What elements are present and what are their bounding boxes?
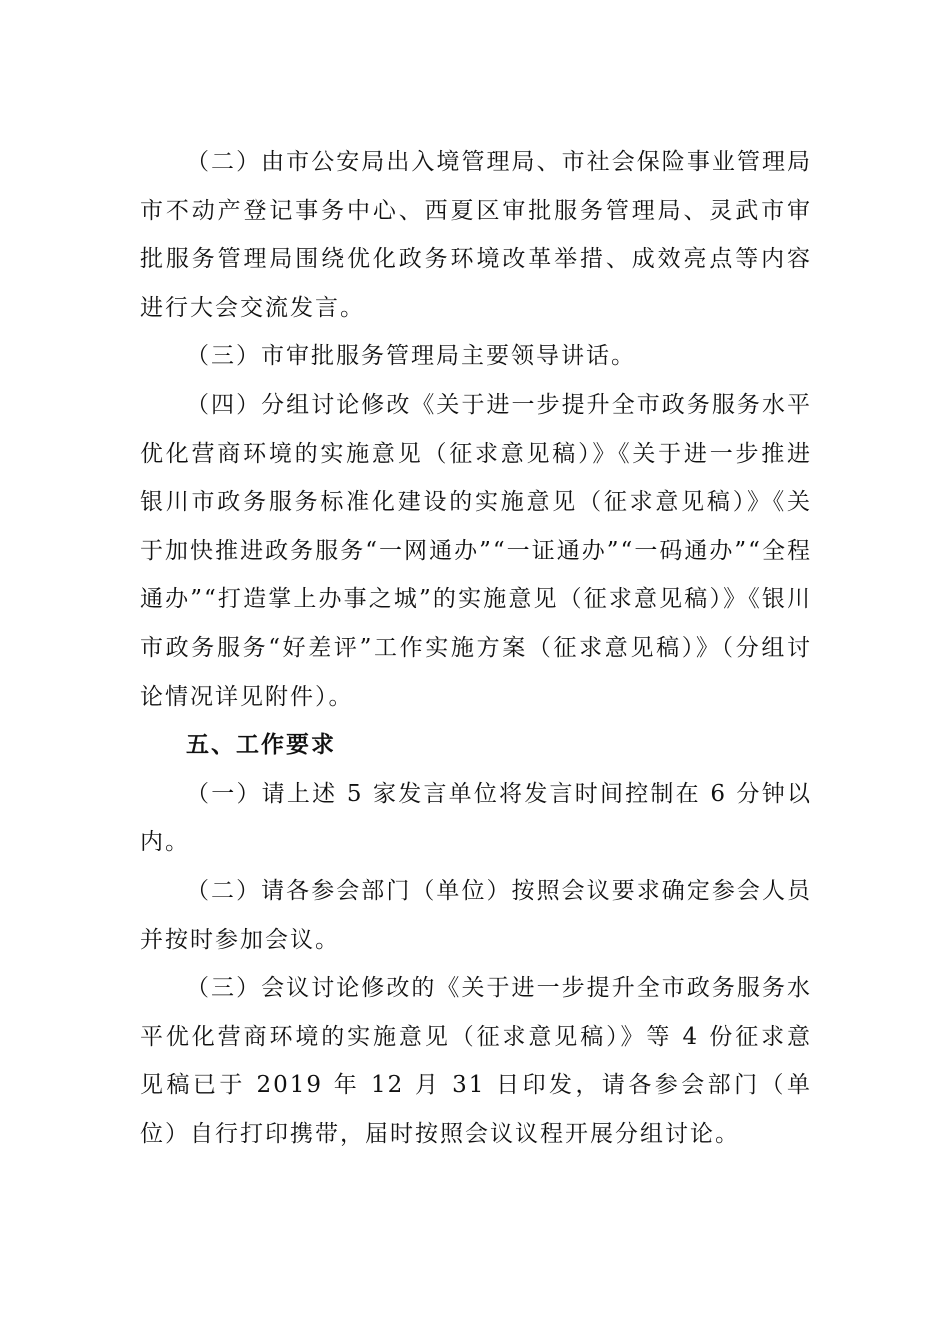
paragraph-exchange-speakers: （二）由市公安局出入境管理局、市社会保险事业管理局市不动产登记事务中心、西夏区审批服务管理局、灵武市审批服务管理局围绕优化政务环境改革举措、成效亮点等内容进行大会交流发言。 xyxy=(140,149,812,321)
paragraph-leader-speech: （三）市审批服务管理局主要领导讲话。 xyxy=(186,343,636,370)
section-heading-work-requirements: 五、工作要求 xyxy=(186,731,336,759)
document-body xyxy=(140,138,812,1158)
requirement-item-2: （二）请各参会部门（单位）按照会议要求确定参会人员并按时参加会议。 xyxy=(140,877,812,953)
paragraph-group-discussion: （四）分组讨论修改《关于进一步提升全市政务服务水平优化营商环境的实施意见（征求意见稿）》《关于进一步推进银川市政务服务标准化建设的实施意见（征求意见稿）》《关于加快推进政务服务“一网通办”“一证通办”“一码通办”“全程通办”“打造掌上办事之城”的实施意见（征求意见稿）》《银川市政务服务“好差评”工作实施方案（征求意见稿）》（分组讨论情况详见附件）。 xyxy=(140,391,812,710)
requirement-item-1: （一）请上述 5 家发言单位将发言时间控制在 6 分钟以内。 xyxy=(140,780,812,856)
requirement-item-3: （三）会议讨论修改的《关于进一步提升全市政务服务水平优化营商环境的实施意见（征求意见稿）》等 4 份征求意见稿已于 2019 年 12 月 31 日印发，请各参会部门（单位）自行打印携带，届时按照会议议程开展分组讨论。 xyxy=(140,975,812,1147)
